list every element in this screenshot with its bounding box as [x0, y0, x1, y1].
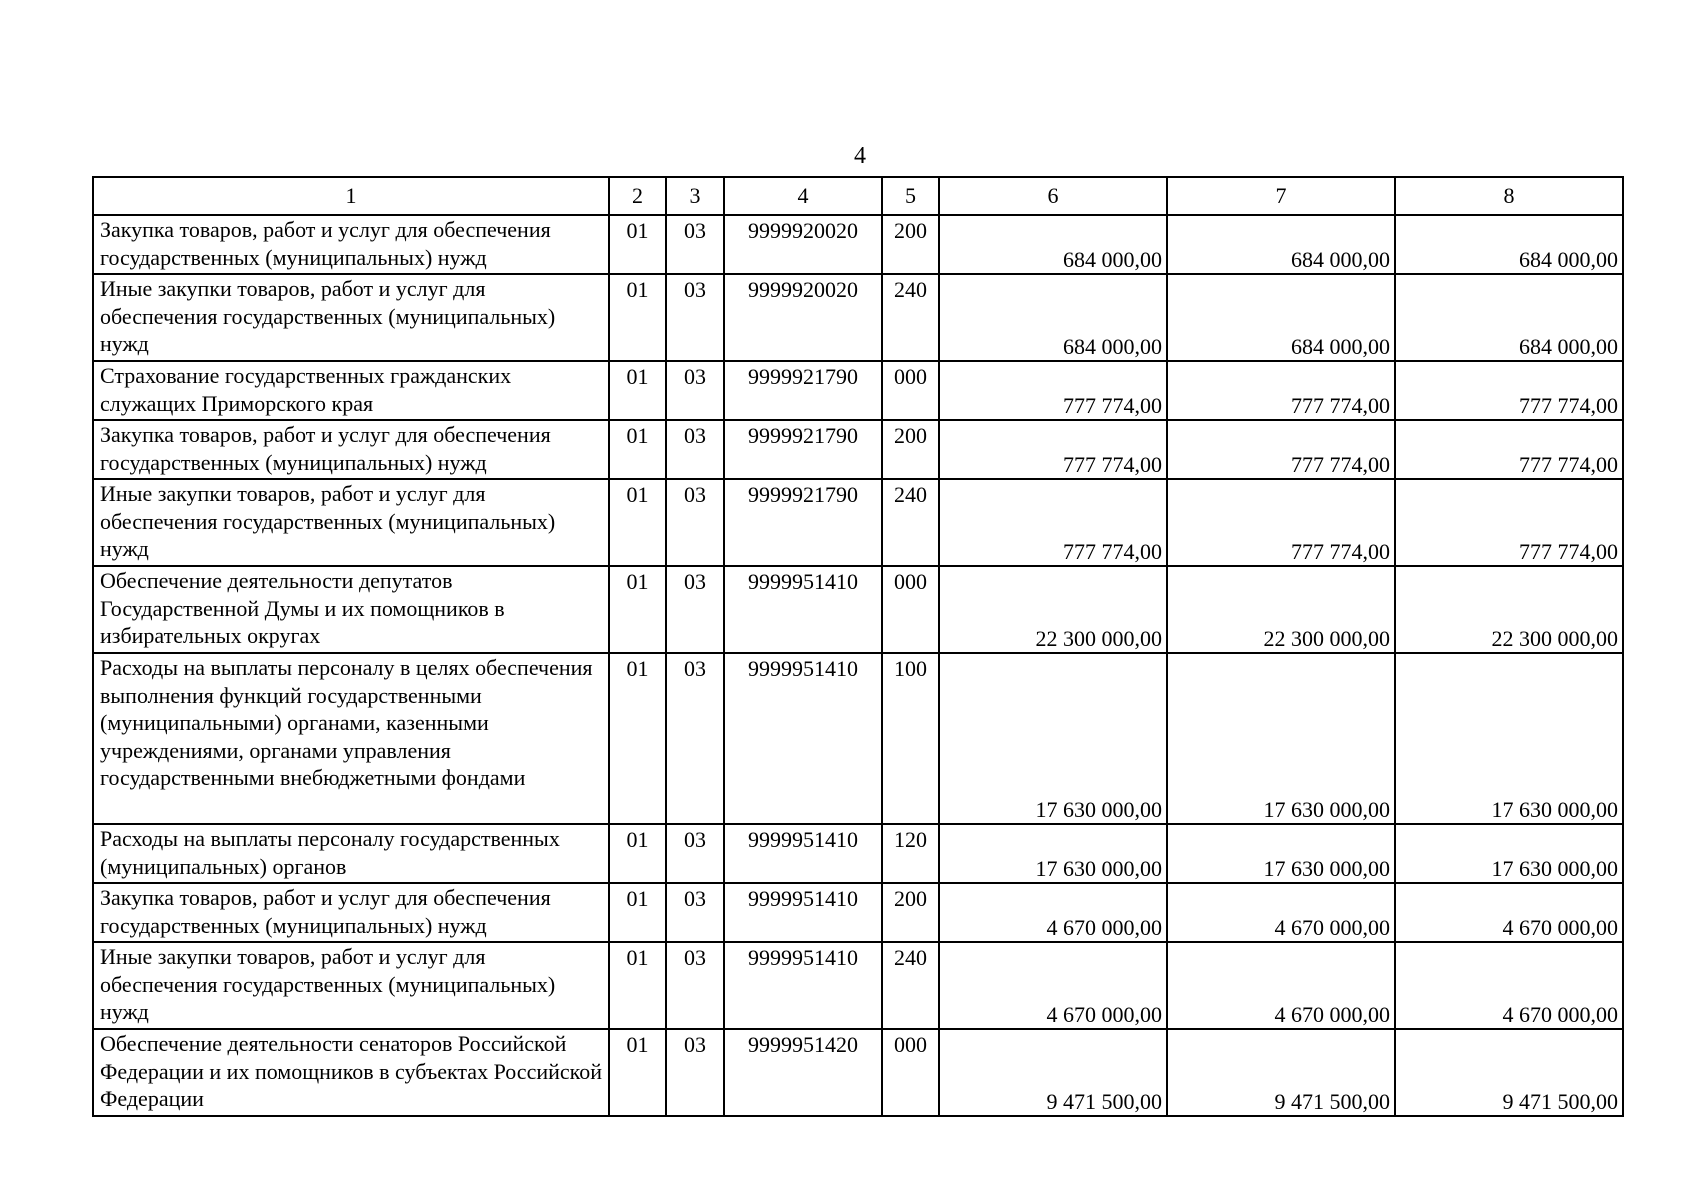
header-col-1: 1 — [93, 177, 609, 215]
row-description: Иные закупки товаров, работ и услуг для обеспечения государственных (муниципальных) нужд — [93, 274, 609, 361]
table-row — [93, 215, 1623, 274]
row-description: Закупка товаров, работ и услуг для обеспечения государственных (муниципальных) нужд — [93, 883, 609, 942]
row-description: Обеспечение деятельности сенаторов Российской Федерации и их помощников в субъектах Российской Федерации — [93, 1029, 609, 1116]
subsection-code: 03 — [666, 1029, 724, 1116]
section-code: 01 — [609, 883, 666, 942]
section-code: 01 — [609, 942, 666, 1029]
target-article-code: 9999951410 — [724, 883, 882, 942]
expense-type-code: 240 — [882, 274, 939, 361]
target-article-code: 9999921790 — [724, 420, 882, 479]
amount-col-8: 4 670 000,00 — [1395, 883, 1623, 942]
target-article-code: 9999951410 — [724, 942, 882, 1029]
row-description: Расходы на выплаты персоналу государственных (муниципальных) органов — [93, 824, 609, 883]
section-code: 01 — [609, 361, 666, 420]
amount-col-6: 684 000,00 — [939, 274, 1167, 361]
subsection-code: 03 — [666, 420, 724, 479]
amount-col-6: 22 300 000,00 — [939, 566, 1167, 653]
header-col-2: 2 — [609, 177, 666, 215]
section-code: 01 — [609, 824, 666, 883]
subsection-code: 03 — [666, 824, 724, 883]
target-article-code: 9999920020 — [724, 215, 882, 274]
amount-col-8: 777 774,00 — [1395, 361, 1623, 420]
target-article-code: 9999951420 — [724, 1029, 882, 1116]
table-row — [93, 566, 1623, 653]
section-code: 01 — [609, 215, 666, 274]
section-code: 01 — [609, 1029, 666, 1116]
amount-col-6: 777 774,00 — [939, 420, 1167, 479]
subsection-code: 03 — [666, 566, 724, 653]
amount-col-6: 4 670 000,00 — [939, 883, 1167, 942]
amount-col-8: 17 630 000,00 — [1395, 824, 1623, 883]
expense-type-code: 240 — [882, 942, 939, 1029]
table-row — [93, 883, 1623, 942]
expense-type-code: 240 — [882, 479, 939, 566]
subsection-code: 03 — [666, 274, 724, 361]
amount-col-8: 777 774,00 — [1395, 479, 1623, 566]
table-row — [93, 274, 1623, 361]
target-article-code: 9999951410 — [724, 566, 882, 653]
row-description: Закупка товаров, работ и услуг для обеспечения государственных (муниципальных) нужд — [93, 215, 609, 274]
header-col-3: 3 — [666, 177, 724, 215]
header-col-8: 8 — [1395, 177, 1623, 215]
amount-col-8: 9 471 500,00 — [1395, 1029, 1623, 1116]
amount-col-6: 777 774,00 — [939, 479, 1167, 566]
amount-col-7: 777 774,00 — [1167, 479, 1395, 566]
amount-col-7: 777 774,00 — [1167, 420, 1395, 479]
amount-col-7: 684 000,00 — [1167, 215, 1395, 274]
header-col-6: 6 — [939, 177, 1167, 215]
target-article-code: 9999921790 — [724, 361, 882, 420]
table-row — [93, 420, 1623, 479]
amount-col-7: 17 630 000,00 — [1167, 824, 1395, 883]
subsection-code: 03 — [666, 653, 724, 824]
expense-type-code: 000 — [882, 361, 939, 420]
table-row — [93, 479, 1623, 566]
amount-col-7: 684 000,00 — [1167, 274, 1395, 361]
header-col-4: 4 — [724, 177, 882, 215]
amount-col-7: 777 774,00 — [1167, 361, 1395, 420]
amount-col-7: 17 630 000,00 — [1167, 653, 1395, 824]
table-row — [93, 1029, 1623, 1116]
table-row — [93, 361, 1623, 420]
section-code: 01 — [609, 653, 666, 824]
subsection-code: 03 — [666, 479, 724, 566]
section-code: 01 — [609, 420, 666, 479]
subsection-code: 03 — [666, 883, 724, 942]
amount-col-7: 4 670 000,00 — [1167, 883, 1395, 942]
row-description: Страхование государственных гражданских служащих Приморского края — [93, 361, 609, 420]
amount-col-7: 9 471 500,00 — [1167, 1029, 1395, 1116]
amount-col-6: 777 774,00 — [939, 361, 1167, 420]
table-row — [93, 824, 1623, 883]
row-description: Иные закупки товаров, работ и услуг для обеспечения государственных (муниципальных) нужд — [93, 479, 609, 566]
amount-col-8: 777 774,00 — [1395, 420, 1623, 479]
section-code: 01 — [609, 274, 666, 361]
header-col-7: 7 — [1167, 177, 1395, 215]
expense-type-code: 000 — [882, 566, 939, 653]
amount-col-8: 684 000,00 — [1395, 215, 1623, 274]
expense-type-code: 120 — [882, 824, 939, 883]
table-row — [93, 653, 1623, 824]
row-description: Обеспечение деятельности депутатов Государственной Думы и их помощников в избирательных округах — [93, 566, 609, 653]
amount-col-6: 4 670 000,00 — [939, 942, 1167, 1029]
header-col-5: 5 — [882, 177, 939, 215]
section-code: 01 — [609, 566, 666, 653]
target-article-code: 9999951410 — [724, 824, 882, 883]
page-number: 4 — [854, 143, 866, 169]
target-article-code: 9999921790 — [724, 479, 882, 566]
row-description: Закупка товаров, работ и услуг для обеспечения государственных (муниципальных) нужд — [93, 420, 609, 479]
amount-col-8: 22 300 000,00 — [1395, 566, 1623, 653]
expense-type-code: 200 — [882, 420, 939, 479]
expense-type-code: 000 — [882, 1029, 939, 1116]
amount-col-8: 17 630 000,00 — [1395, 653, 1623, 824]
table-row — [93, 942, 1623, 1029]
table-header-row — [93, 177, 1623, 215]
row-description: Иные закупки товаров, работ и услуг для обеспечения государственных (муниципальных) нужд — [93, 942, 609, 1029]
target-article-code: 9999951410 — [724, 653, 882, 824]
subsection-code: 03 — [666, 361, 724, 420]
expense-type-code: 200 — [882, 215, 939, 274]
subsection-code: 03 — [666, 215, 724, 274]
target-article-code: 9999920020 — [724, 274, 882, 361]
amount-col-7: 4 670 000,00 — [1167, 942, 1395, 1029]
amount-col-8: 4 670 000,00 — [1395, 942, 1623, 1029]
amount-col-6: 9 471 500,00 — [939, 1029, 1167, 1116]
row-description: Расходы на выплаты персоналу в целях обеспечения выполнения функций государственными (муниципальными) органами, казенными учреждениями, органами управления государственными внебюджетными фондами — [93, 653, 609, 824]
expense-type-code: 200 — [882, 883, 939, 942]
budget-table — [92, 176, 1624, 1117]
amount-col-6: 17 630 000,00 — [939, 653, 1167, 824]
amount-col-7: 22 300 000,00 — [1167, 566, 1395, 653]
expense-type-code: 100 — [882, 653, 939, 824]
amount-col-6: 17 630 000,00 — [939, 824, 1167, 883]
subsection-code: 03 — [666, 942, 724, 1029]
section-code: 01 — [609, 479, 666, 566]
amount-col-8: 684 000,00 — [1395, 274, 1623, 361]
amount-col-6: 684 000,00 — [939, 215, 1167, 274]
